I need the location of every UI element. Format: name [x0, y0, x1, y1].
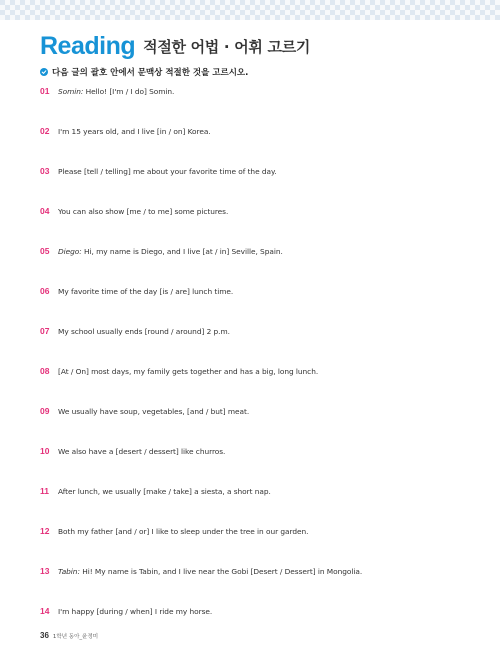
- section-title: Reading: [40, 32, 136, 60]
- question-number: 08: [40, 366, 50, 376]
- question-text: Both my father [and / or] I like to sleep under the tree in our garden.: [58, 527, 309, 536]
- question-number: 13: [40, 566, 50, 576]
- speaker-name: Somin:: [58, 87, 84, 96]
- question-text: Hi! My name is Tabin, and I live near the Gobi [Desert / Dessert] in Mongolia.: [82, 567, 363, 576]
- question-item: [40, 126, 211, 136]
- question-text: I'm 15 years old, and I live [in / on] Korea.: [58, 127, 211, 136]
- question-text: My school usually ends [round / around] 2 p.m.: [58, 327, 230, 336]
- question-text: My favorite time of the day [is / are] lunch time.: [58, 287, 234, 296]
- question-text: Hello! [I'm / I do] Somin.: [85, 87, 175, 96]
- instruction-text: 다음 글의 괄호 안에서 문맥상 적절한 것을 고르시오.: [52, 68, 249, 78]
- question-item: [40, 446, 225, 456]
- question-number: 07: [40, 326, 50, 336]
- question-item: [40, 566, 362, 576]
- question-text: After lunch, we usually [make / take] a siesta, a short nap.: [58, 487, 271, 496]
- question-number: 12: [40, 526, 50, 536]
- question-text: We also have a [desert / dessert] like churros.: [58, 447, 226, 456]
- page-number: 36: [40, 631, 49, 640]
- check-circle-icon: [40, 68, 48, 76]
- question-item: [40, 206, 228, 216]
- question-number: 09: [40, 406, 50, 416]
- question-text: You can also show [me / to me] some pictures.: [58, 207, 229, 216]
- section-subtitle: 적절한 어법 · 어휘 고르기: [143, 38, 311, 56]
- book-title: 1학년 동아_윤정미: [52, 634, 99, 640]
- question-number: 04: [40, 206, 50, 216]
- question-item: [40, 286, 233, 296]
- speaker-name: Diego:: [58, 247, 82, 256]
- question-item: [40, 246, 283, 256]
- question-item: [40, 166, 277, 176]
- question-item: [40, 406, 249, 416]
- question-item: [40, 366, 318, 376]
- question-number: 11: [40, 486, 49, 496]
- section-header: [40, 33, 310, 59]
- question-number: 10: [40, 446, 50, 456]
- question-number: 06: [40, 286, 50, 296]
- instruction: [40, 66, 248, 78]
- top-decorative-pattern: [0, 0, 500, 20]
- page-footer: [40, 631, 98, 640]
- question-item: [40, 486, 271, 496]
- question-text: Please [tell / telling] me about your favorite time of the day.: [58, 167, 277, 176]
- question-number: 05: [40, 246, 50, 256]
- question-number: 03: [40, 166, 50, 176]
- question-text: I'm happy [during / when] I ride my horse.: [58, 607, 213, 616]
- question-number: 01: [40, 86, 50, 96]
- question-item: [40, 526, 308, 536]
- question-number: 02: [40, 126, 50, 136]
- question-item: [40, 326, 230, 336]
- question-text: Hi, my name is Diego, and I live [at / in] Seville, Spain.: [84, 247, 283, 256]
- question-text: [At / On] most days, my family gets together and has a big, long lunch.: [58, 367, 319, 376]
- speaker-name: Tabin:: [58, 567, 80, 576]
- question-number: 14: [40, 606, 50, 616]
- question-item: [40, 86, 174, 96]
- question-item: [40, 606, 212, 616]
- question-text: We usually have soup, vegetables, [and / but] meat.: [58, 407, 250, 416]
